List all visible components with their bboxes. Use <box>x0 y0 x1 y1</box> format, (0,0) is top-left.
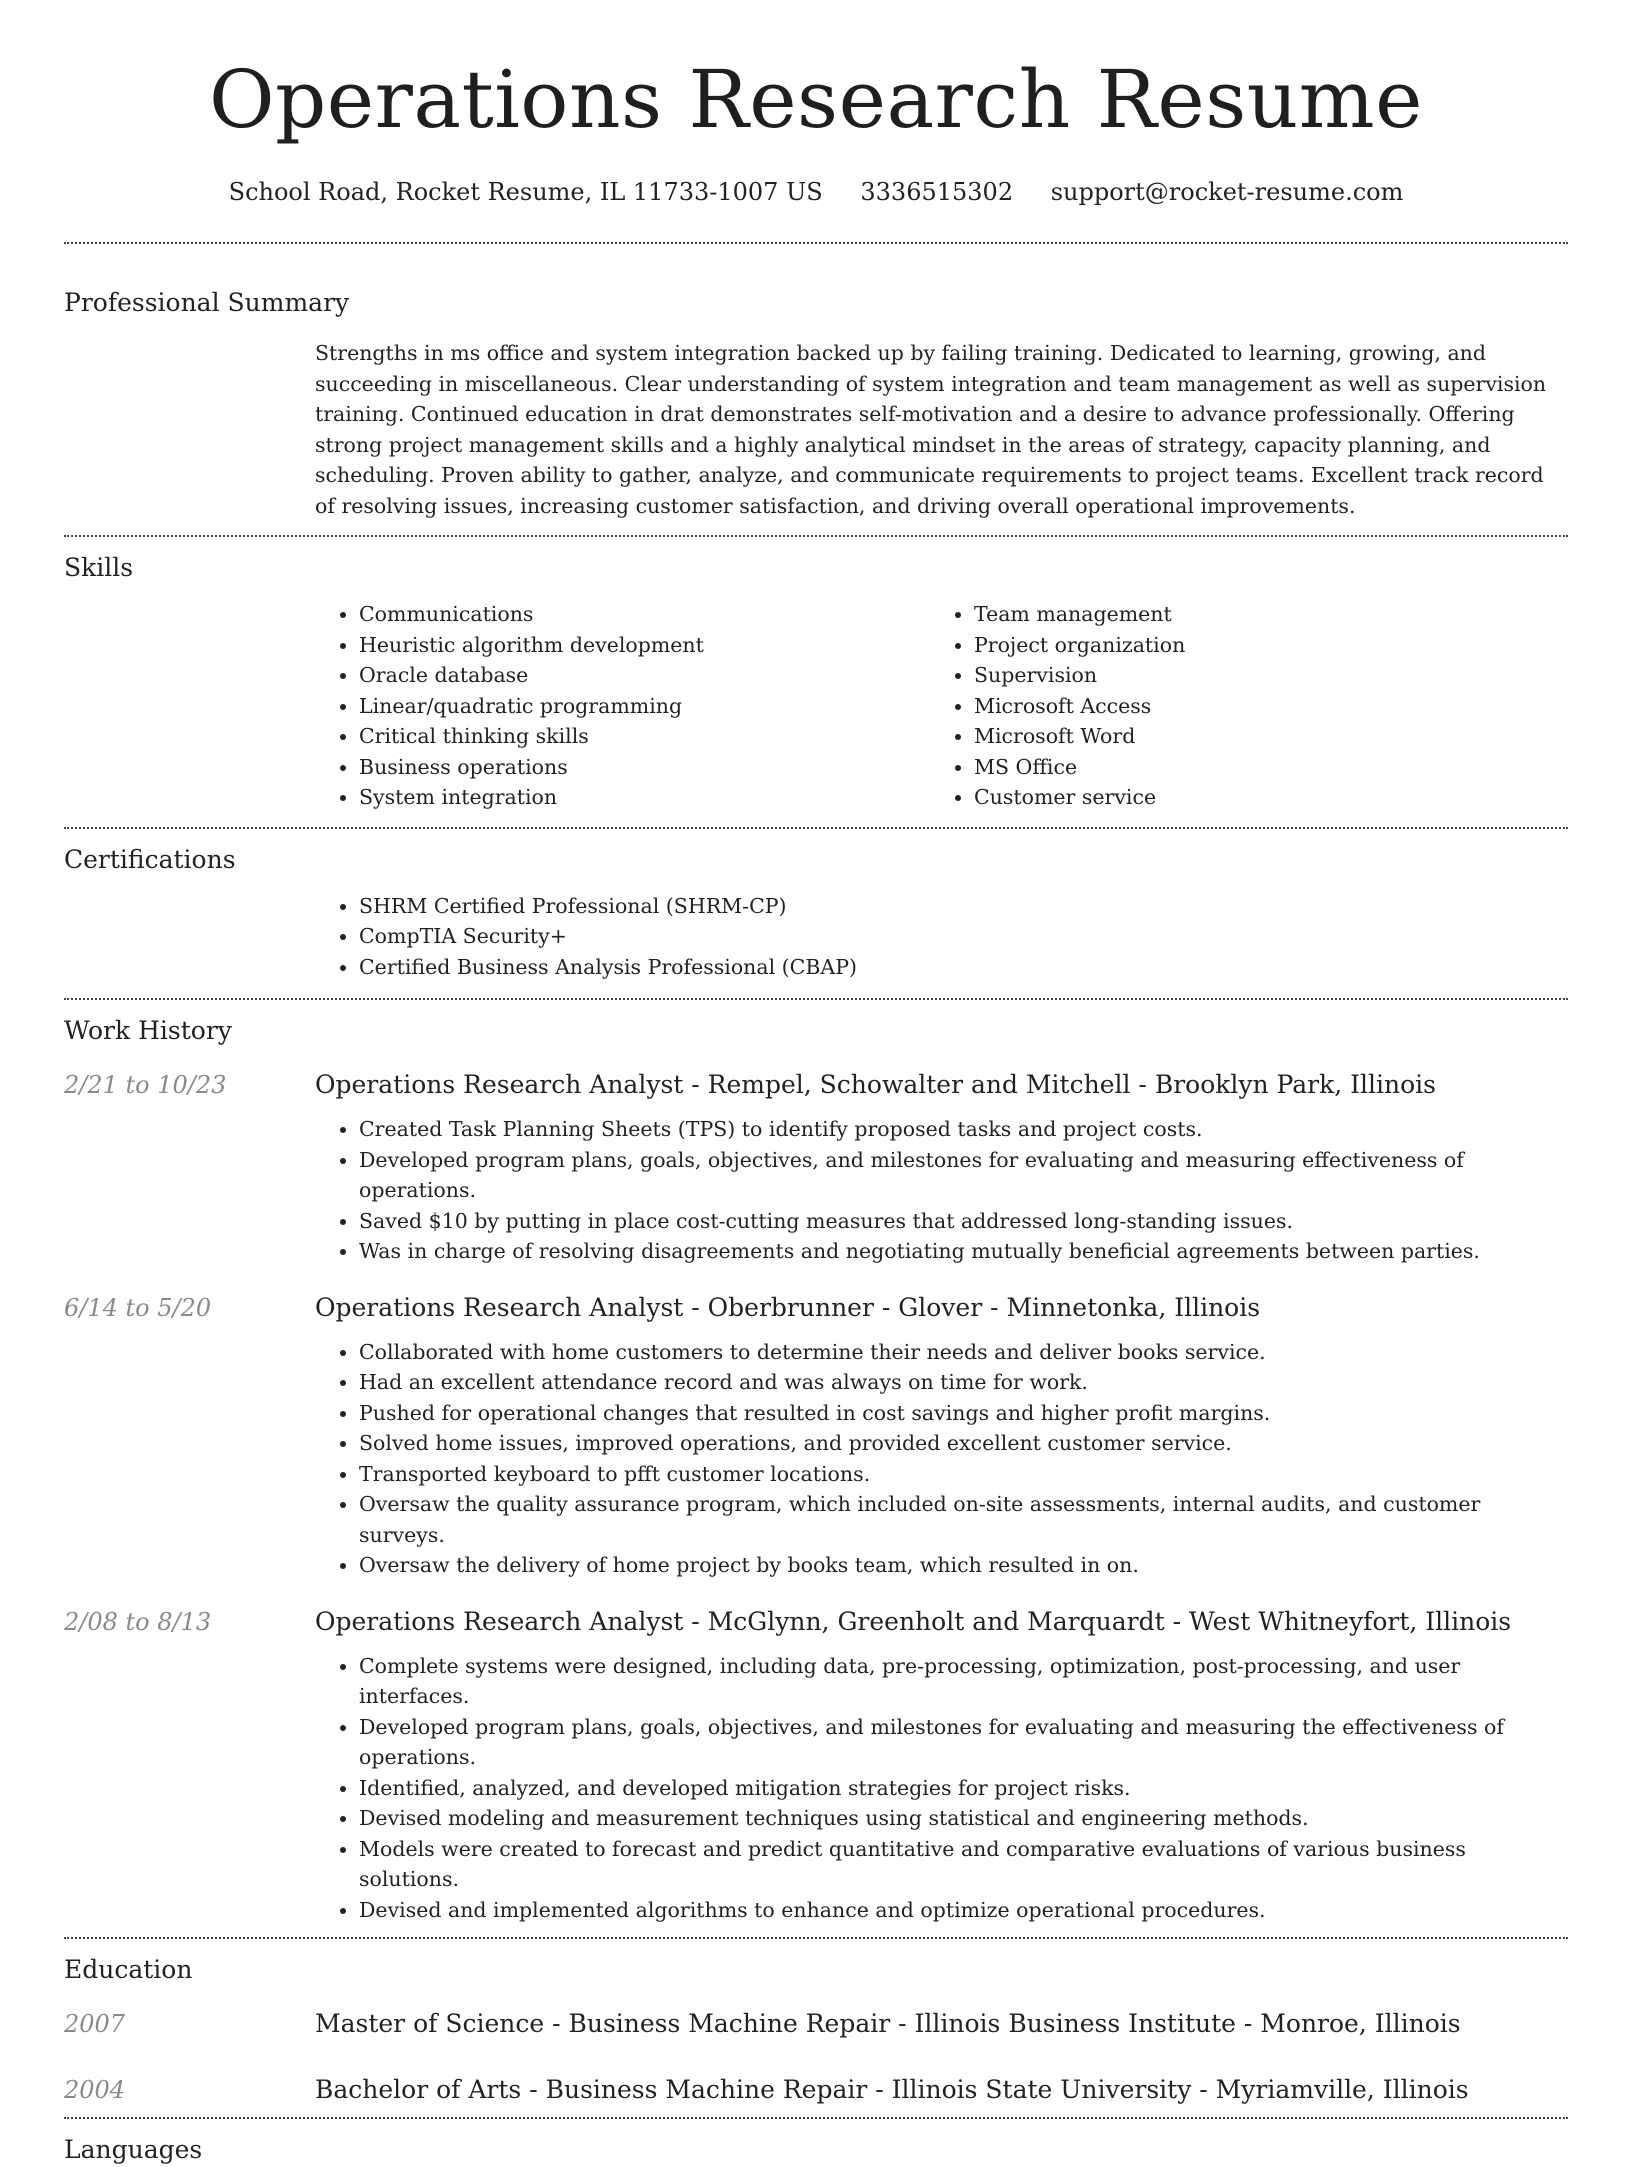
skill-item: • Project organization <box>974 630 1545 661</box>
job-bullet: • Solved home issues, improved operations, and provided excellent customer service. <box>359 1428 1568 1459</box>
skills-heading: Skills <box>64 553 134 582</box>
job-dates: 2/21 to 10/23 <box>64 1071 227 1099</box>
skill-item: • Heuristic algorithm development <box>359 630 930 661</box>
job-bullet: • Devised modeling and measurement techniques using statistical and engineering methods. <box>359 1803 1568 1834</box>
skill-item: • Critical thinking skills <box>359 721 930 752</box>
contact-line <box>64 176 1568 208</box>
job-bullet: • Transported keyboard to pfft customer locations. <box>359 1459 1568 1490</box>
skills-list-left <box>315 599 930 813</box>
job-bullet: • Devised and implemented algorithms to enhance and optimize operational procedures. <box>359 1895 1568 1926</box>
education-degree: Master of Science - Business Machine Repair - Illinois Business Institute - Monroe, Illinois <box>315 2009 1461 2038</box>
work-history-section <box>64 1000 1568 1937</box>
job-bullet: • Pushed for operational changes that resulted in cost savings and higher profit margins. <box>359 1398 1568 1429</box>
languages-section <box>64 2119 1568 2167</box>
job-bullet: • Oversaw the quality assurance program, which included on-site assessments, internal audits, and customer surveys. <box>359 1489 1568 1550</box>
education-entry <box>64 2073 1568 2117</box>
job-bullets <box>315 1114 1568 1267</box>
skill-item: • Supervision <box>974 660 1545 691</box>
job-bullet: • Saved $10 by putting in place cost-cutting measures that addressed long-standing issues. <box>359 1206 1568 1237</box>
education-year: 2007 <box>64 2010 126 2038</box>
resume-title: Operations Research Resume <box>208 53 1423 146</box>
education-heading: Education <box>64 1955 193 1984</box>
summary-section <box>64 244 1568 535</box>
skill-item: • Team management <box>974 599 1545 630</box>
skill-item: • MS Office <box>974 752 1545 783</box>
summary-heading: Professional Summary <box>64 288 350 317</box>
summary-text: Strengths in ms office and system integration backed up by failing training. Dedicated to learning, growing, and succeeding in miscellaneous. Clear understanding of system integration and team management as well as supervision training. Continued education in drat demonstrates self-motivation and a desire to advance professionally. Offering strong project management skills and a highly analytical mindset in the areas of strategy, capacity planning, and scheduling. Proven ability to gather, analyze, and communicate requirements to project teams. Excellent track record of resolving issues, increasing customer satisfaction, and driving overall operational improvements. <box>315 341 1547 518</box>
job-title: Operations Research Analyst - Rempel, Schowalter and Mitchell - Brooklyn Park, Illinois <box>315 1070 1436 1099</box>
skill-item: • Customer service <box>974 782 1545 813</box>
skill-item: • Microsoft Access <box>974 691 1545 722</box>
job-bullets <box>315 1651 1568 1926</box>
education-year: 2004 <box>64 2076 126 2104</box>
job-dates: 2/08 to 8/13 <box>64 1607 212 1636</box>
languages-heading: Languages <box>64 2135 203 2164</box>
job-entry <box>64 1605 1568 1938</box>
job-bullet: • Collaborated with home customers to determine their needs and deliver books service. <box>359 1337 1568 1368</box>
job-bullet: • Oversaw the delivery of home project by books team, which resulted in on. <box>359 1550 1568 1581</box>
job-bullet: • Complete systems were designed, including data, pre-processing, optimization, post-processing, and user interfaces. <box>359 1651 1568 1712</box>
job-bullet: • Was in charge of resolving disagreements and negotiating mutually beneficial agreements between parties. <box>359 1236 1568 1267</box>
job-bullet: • Models were created to forecast and predict quantitative and comparative evaluations of various business solutions. <box>359 1834 1568 1895</box>
skill-item: • Oracle database <box>359 660 930 691</box>
job-bullets <box>315 1337 1568 1581</box>
job-bullet: • Identified, analyzed, and developed mitigation strategies for project risks. <box>359 1773 1568 1804</box>
job-entry <box>64 1291 1568 1605</box>
job-title: Operations Research Analyst - McGlynn, Greenholt and Marquardt - West Whitneyfort, Illinois <box>315 1606 1512 1636</box>
resume-header <box>64 0 1568 208</box>
skill-item: • Microsoft Word <box>974 721 1545 752</box>
work-history-heading: Work History <box>64 1016 232 1045</box>
job-bullet: • Developed program plans, goals, objectives, and milestones for evaluating and measuring effectiveness of operations. <box>359 1145 1568 1206</box>
contact-address: School Road, Rocket Resume, IL 11733-1007 US <box>228 178 823 206</box>
certifications-list <box>315 891 1568 983</box>
contact-phone: 3336515302 <box>860 178 1014 206</box>
certifications-section <box>64 829 1568 999</box>
job-bullet: • Developed program plans, goals, objectives, and milestones for evaluating and measuring the effectiveness of operations. <box>359 1712 1568 1773</box>
job-bullet: • Had an excellent attendance record and was always on time for work. <box>359 1367 1568 1398</box>
skill-item: • Business operations <box>359 752 930 783</box>
contact-email: support@rocket-resume.com <box>1050 178 1404 206</box>
skills-section <box>64 537 1568 827</box>
certification-item: • CompTIA Security+ <box>359 921 1568 952</box>
skill-item: • Linear/quadratic programming <box>359 691 930 722</box>
job-bullet: • Created Task Planning Sheets (TPS) to identify proposed tasks and project costs. <box>359 1114 1568 1145</box>
education-entry <box>64 2007 1568 2073</box>
certification-item: • Certified Business Analysis Professional (CBAP) <box>359 952 1568 983</box>
certifications-heading: Certifications <box>64 844 236 874</box>
certification-item: • SHRM Certified Professional (SHRM-CP) <box>359 891 1568 922</box>
skill-item: • System integration <box>359 782 930 813</box>
job-entry <box>64 1068 1568 1291</box>
skill-item: • Communications <box>359 599 930 630</box>
skills-list-right <box>930 599 1545 813</box>
education-degree: Bachelor of Arts - Business Machine Repair - Illinois State University - Myriamville, Illinois <box>315 2075 1469 2104</box>
job-dates: 6/14 to 5/20 <box>64 1293 212 1322</box>
job-title: Operations Research Analyst - Oberbrunner - Glover - Minnetonka, Illinois <box>315 1292 1261 1322</box>
education-section <box>64 1939 1568 2117</box>
